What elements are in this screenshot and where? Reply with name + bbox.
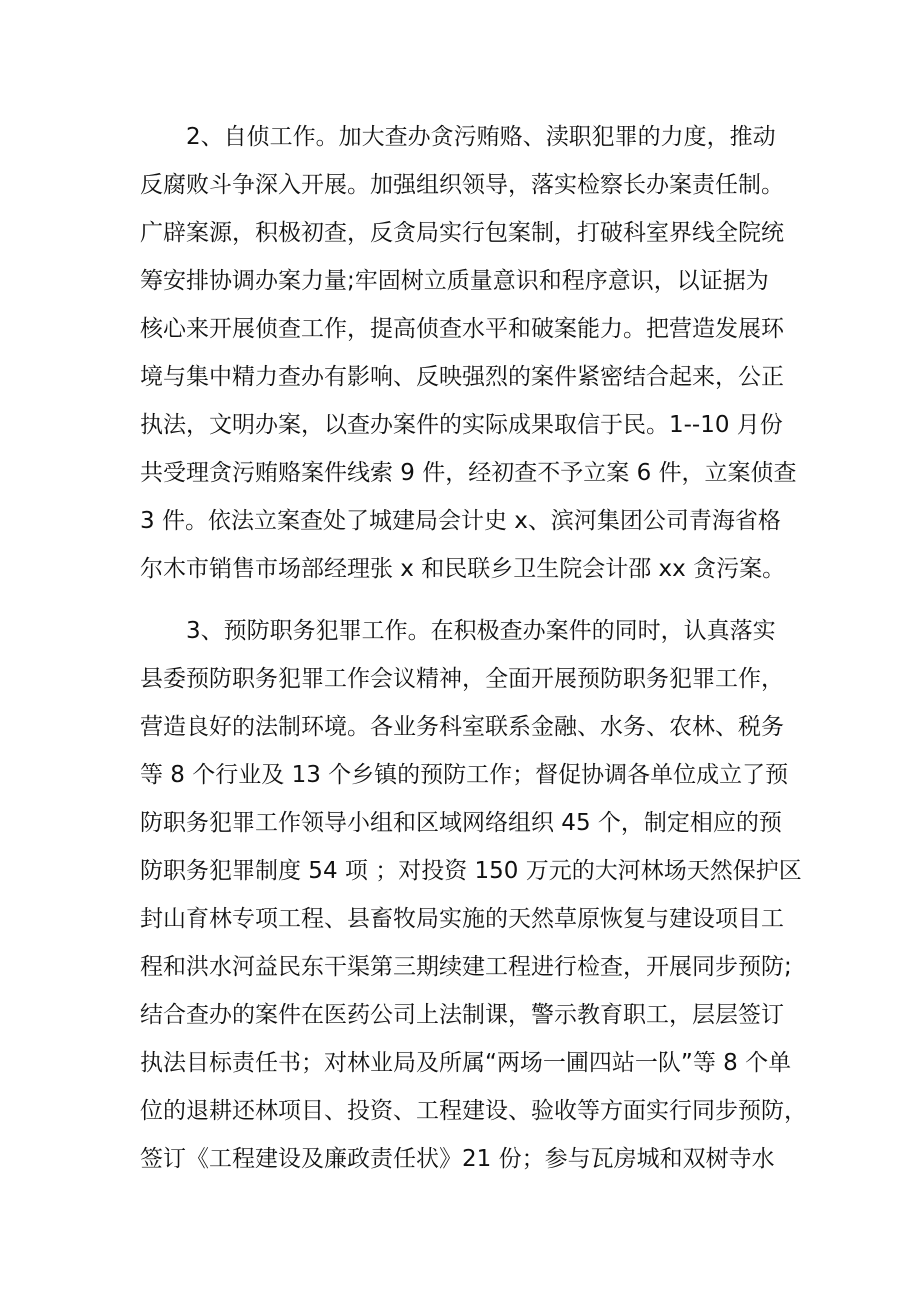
- text-line: 3、预防职务犯罪工作。在积极查办案件的同时，认真落实: [186, 618, 776, 644]
- text-line: 反腐败斗争深入开展。加强组织领导，落实检察长办案责任制。: [140, 172, 784, 198]
- text-line: 广辟案源，积极初查，反贪局实行包案制，打破科室界线全院统: [140, 220, 784, 246]
- text-line: 等 8 个行业及 13 个乡镇的预防工作；督促协调各单位成立了预: [140, 762, 789, 788]
- paragraph-self-investigation: [140, 113, 797, 593]
- text-line: 核心来开展侦查工作，提高侦查水平和破案能力。把营造发展环: [140, 316, 784, 342]
- paragraph-crime-prevention: [140, 607, 807, 1183]
- text-line: 结合查办的案件在医药公司上法制课，警示教育职工，层层签订: [140, 1002, 784, 1028]
- text-line: 筹安排协调办案力量;牢固树立质量意识和程序意识，以证据为: [140, 268, 769, 294]
- text-line: 县委预防职务犯罪工作会议精神，全面开展预防职务犯罪工作，: [140, 666, 784, 692]
- text-line: 签订《工程建设及廉政责任状》21 份；参与瓦房城和双树寺水: [140, 1146, 775, 1172]
- text-line: 3 件。依法立案查处了城建局会计史 x、滨河集团公司青海省格: [140, 508, 781, 534]
- text-line: 营造良好的法制环境。各业务科室联系金融、水务、农林、税务: [140, 714, 784, 740]
- text-line: 封山育林专项工程、县畜牧局实施的天然草原恢复与建设项目工: [140, 906, 784, 932]
- text-line: 位的退耕还林项目、投资、工程建设、验收等方面实行同步预防，: [140, 1098, 807, 1124]
- text-line: 程和洪水河益民东干渠第三期续建工程进行检查，开展同步预防;: [140, 954, 792, 980]
- text-line: 执法，文明办案，以查办案件的实际成果取信于民。1--10 月份: [140, 412, 783, 438]
- text-line: 执法目标责任书；对林业局及所属“两场一圃四站一队”等 8 个单: [140, 1050, 792, 1076]
- text-line: 共受理贪污贿赂案件线索 9 件，经初查不予立案 6 件，立案侦查: [140, 460, 797, 486]
- text-line: 防职务犯罪工作领导小组和区域网络组织 45 个，制定相应的预: [140, 810, 782, 836]
- text-line: 2、自侦工作。加大查办贪污贿赂、渎职犯罪的力度，推动: [186, 124, 776, 150]
- text-line: 尔木市销售市场部经理张 x 和民联乡卫生院会计邵 xx 贪污案。: [140, 556, 786, 582]
- text-line: 防职务犯罪制度 54 项 ；对投资 150 万元的大河林场天然保护区: [140, 858, 802, 884]
- text-line: 境与集中精力查办有影响、反映强烈的案件紧密结合起来，公正: [140, 364, 784, 390]
